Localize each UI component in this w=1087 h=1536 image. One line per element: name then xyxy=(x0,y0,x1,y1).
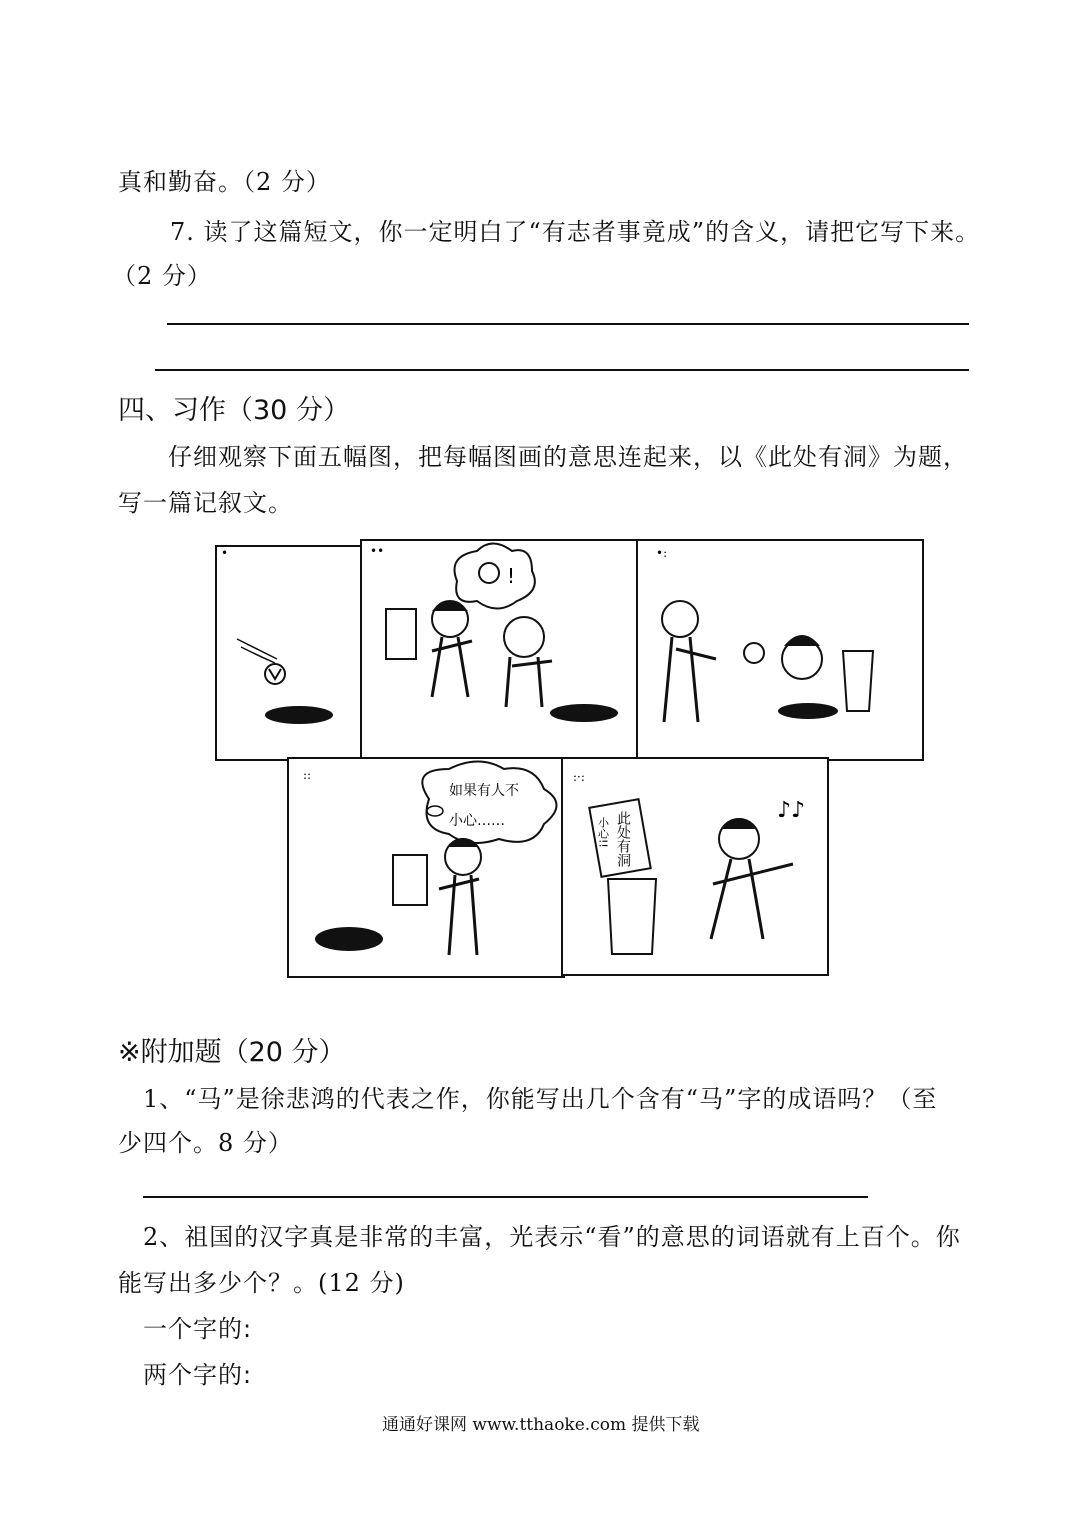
panel-1-drawing xyxy=(217,547,362,759)
bonus-q2-line1: 2、祖国的汉字真是非常的丰富，光表示“看”的意思的词语就有上百个。你 xyxy=(143,1223,961,1251)
sign-text-1: 此处有洞 xyxy=(615,811,631,867)
panel-4-drawing xyxy=(289,759,563,976)
thought-bubble xyxy=(422,762,556,844)
section4-prompt-2: 写一篇记叙文。 xyxy=(118,489,293,517)
panel-number: •: xyxy=(656,546,668,560)
one-char-label: 一个字的: xyxy=(143,1315,253,1343)
music-note-icon: ♪♪ xyxy=(777,798,806,823)
basket-icon xyxy=(386,609,416,659)
comic-panel-1 xyxy=(215,545,364,761)
ball-icon xyxy=(265,664,285,684)
boy-head xyxy=(662,601,698,637)
comic-panel-4 xyxy=(287,757,565,978)
basket-icon xyxy=(608,879,656,954)
ball-icon xyxy=(744,643,764,663)
sign-text-2: 小心!! xyxy=(596,817,610,848)
two-char-label: 两个字的: xyxy=(143,1361,253,1389)
answer-line-1 xyxy=(167,323,969,325)
bonus-q1-line2: 少四个。8 分） xyxy=(118,1129,293,1157)
panel-2-drawing xyxy=(362,541,638,759)
basket-icon xyxy=(393,855,427,905)
panel-number: • xyxy=(221,547,229,560)
q7-text: 7. 读了这篇短文，你一定明白了“有志者事竟成”的含义，请把它写下来。 xyxy=(170,218,981,246)
q7-score: （2 分） xyxy=(112,262,212,290)
bonus-heading: ※附加题（20 分） xyxy=(118,1037,346,1068)
footer-text: 通通好课网 www.tthaoke.com 提供下载 xyxy=(382,1415,700,1435)
answer-line-2 xyxy=(155,369,969,371)
hole-icon xyxy=(315,927,383,951)
ball-icon xyxy=(479,563,499,583)
panel-number: :: xyxy=(303,768,312,782)
hole-icon xyxy=(265,706,333,724)
section4-prompt-1: 仔细观察下面五幅图，把每幅图画的意思连起来，以《此处有洞》为题， xyxy=(168,443,968,471)
svg-text:!: ! xyxy=(507,564,516,588)
bonus-q2-line2: 能写出多少个？。(12 分) xyxy=(118,1269,405,1297)
section4-heading: 四、习作（30 分） xyxy=(118,395,350,426)
basket-icon xyxy=(843,651,873,711)
comic-panel-2 xyxy=(360,539,640,761)
comic-panel-5 xyxy=(561,757,829,976)
panel-number: •• xyxy=(370,544,385,558)
hole-icon xyxy=(550,704,618,722)
hole-icon xyxy=(778,703,838,719)
q6-tail-text: 真和勤奋。（2 分） xyxy=(118,168,331,196)
bubble-text-1: 如果有人不 xyxy=(449,783,519,799)
bonus-q1-line1: 1、“马”是徐悲鸿的代表之作，你能写出几个含有“马”字的成语吗？（至 xyxy=(143,1085,938,1113)
panel-3-drawing xyxy=(638,541,922,759)
crying-boy-head xyxy=(504,617,544,657)
panel-5-drawing xyxy=(563,759,827,974)
comic-panel-3 xyxy=(636,539,924,761)
answer-line-3 xyxy=(143,1196,868,1198)
panel-number: :·: xyxy=(573,770,585,784)
bubble-text-2: 小心…… xyxy=(449,813,505,829)
